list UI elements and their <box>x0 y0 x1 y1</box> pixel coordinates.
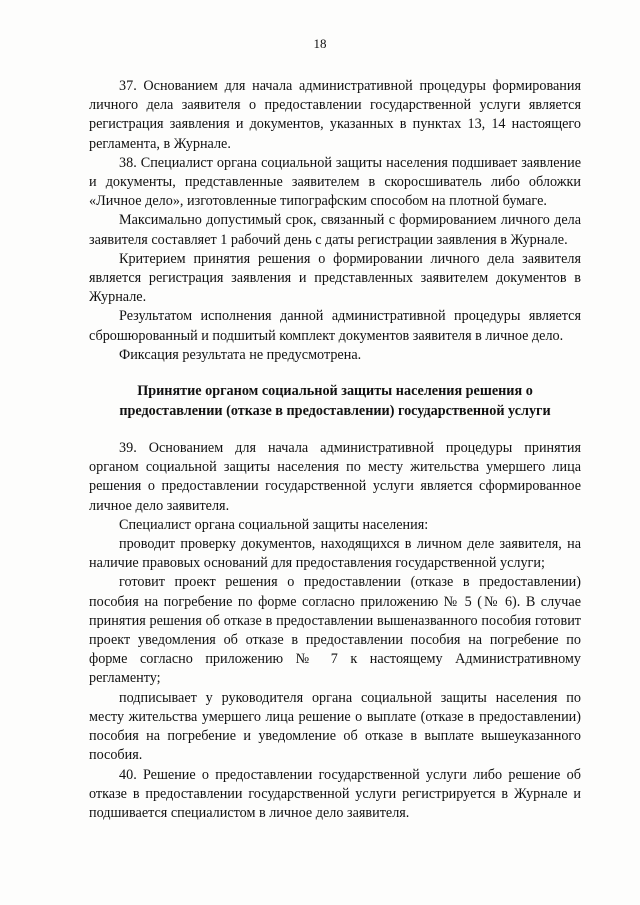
section-heading-line-2: предоставлении (отказе в предоставлении) государственной услуги <box>119 402 551 419</box>
paragraph-40: 40. Решение о предоставлении государственной услуги либо решение об отказе в предоставлении государственной услуги регистрируется в Журнале и подшивается специалистом в личное дело заявителя. <box>89 766 581 821</box>
paragraph-specialist-intro: Специалист органа социальной защиты населения: <box>119 516 429 533</box>
paragraph-procedure-result: Результатом исполнения данной административной процедуры является сброшюрованный и подшитый комплект документов заявителя в личное дело. <box>89 308 581 344</box>
list-item-sign-decision: подписывает у руководителя органа социальной защиты населения по месту жительства умершего лица решение о выплате (отказе в предоставлении) пособия на погребение и уведомление об отказе в выплате вышеуказанного пособия. <box>89 689 581 764</box>
paragraph-38: 38. Специалист органа социальной защиты населения подшивает заявление и документы, представленные заявителем в скоросшиватель либо обложки «Личное дело», изготовленные типографским способом на плотной бумаге. <box>89 154 581 210</box>
section-heading <box>89 382 581 421</box>
paragraph-decision-criterion: Критерием принятия решения о формировании личного дела заявителя является регистрация заявления и представленных заявителем документов в Журнале. <box>89 250 581 306</box>
paragraph-39: 39. Основанием для начала административной процедуры принятия органом социальной защиты населения по месту жительства умершего лица решения о предоставлении государственной услуги является сформированное личное дело заявителя. <box>89 440 581 514</box>
paragraph-37: 37. Основанием для начала административной процедуры формирования личного дела заявителя о предоставлении государственной услуги является регистрация заявления и документов, указанных в пунктах 13, 14 настоящего регламента, в Журнале. <box>89 78 581 152</box>
list-item-prepare-decision: готовит проект решения о предоставлении (отказе в предоставлении) пособия на погребение по форме согласно приложению № 5 (№ 6). В случае принятия решения об отказе в предоставлении вышеназванного пособия готовит проект уведомления об отказе в предоставлении пособия на погребение по форме согласно приложению № 7 к настоящему Административному регламенту; <box>89 574 581 687</box>
section-heading-line-1: Принятие органом социальной защиты населения решения о <box>137 383 533 400</box>
page-number: 18 <box>313 36 327 51</box>
paragraph-max-term: Максимально допустимый срок, связанный с формированием личного дела заявителя составляет 1 рабочий день с даты регистрации заявления в Журнале. <box>89 212 581 248</box>
document-body <box>89 77 581 823</box>
list-item-check-documents: проводит проверку документов, находящихся в личном деле заявителя, на наличие правовых оснований для предоставления государственной услуги; <box>89 536 581 572</box>
paragraph-result-fixation: Фиксация результата не предусмотрена. <box>119 346 362 363</box>
